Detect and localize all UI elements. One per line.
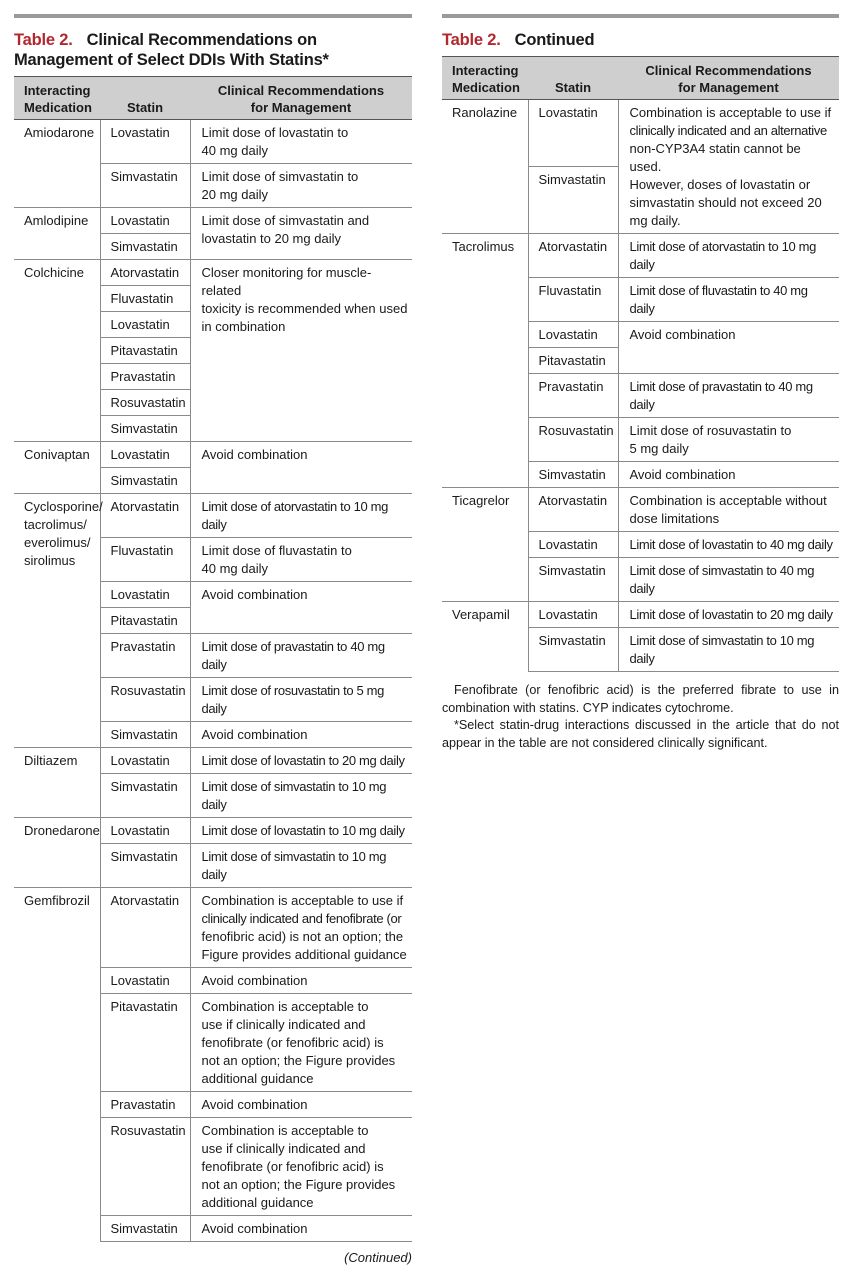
table-body: [442, 100, 839, 672]
statin-cell: Simvastatin: [100, 722, 190, 748]
recommendation-cell: Avoid combination: [190, 1092, 412, 1118]
statin-cell: Simvastatin: [528, 462, 618, 488]
statin-cell: Atorvastatin: [100, 888, 190, 968]
statin-cell: Atorvastatin: [528, 234, 618, 278]
statin-cell: Pitavastatin: [528, 348, 618, 374]
right-column: [442, 14, 839, 752]
statin-cell: Pitavastatin: [100, 608, 190, 634]
statin-cell: Atorvastatin: [100, 260, 190, 286]
medication-cell: Cyclosporine/ tacrolimus/ everolimus/ sirolimus: [14, 494, 100, 748]
table-number: Table 2.: [14, 31, 73, 49]
recommendation-cell: Avoid combination: [190, 968, 412, 994]
medication-cell: Amiodarone: [14, 120, 100, 208]
medication-cell: Ranolazine: [442, 100, 528, 234]
recommendation-cell: Avoid combination: [190, 442, 412, 494]
recommendation-cell: Limit dose of lovastatin to 10 mg daily: [190, 818, 412, 844]
statin-cell: Simvastatin: [528, 628, 618, 672]
medication-cell: Ticagrelor: [442, 488, 528, 602]
statin-cell: Simvastatin: [100, 468, 190, 494]
medication-cell: Conivaptan: [14, 442, 100, 494]
medication-cell: Tacrolimus: [442, 234, 528, 488]
table-body: [14, 120, 412, 1242]
recommendation-cell: Limit dose of atorvastatin to 10 mg daily: [190, 494, 412, 538]
medication-cell: Dronedarone: [14, 818, 100, 888]
statin-cell: Simvastatin: [100, 164, 190, 208]
statin-cell: Simvastatin: [100, 774, 190, 818]
header-statin: Statin: [100, 77, 190, 120]
medication-cell: Verapamil: [442, 602, 528, 672]
table-number: Table 2.: [442, 31, 501, 49]
top-rule: [442, 14, 839, 18]
recommendation-cell: Limit dose of lovastatin to 40 mg daily: [618, 532, 839, 558]
recommendation-cell: Limit dose of fluvastatin to 40 mg daily: [618, 278, 839, 322]
table-row: [14, 494, 412, 538]
recommendation-cell: Limit dose of rosuvastatin to 5 mg daily: [618, 418, 839, 462]
table-footnotes: [442, 682, 839, 752]
table-title: [14, 30, 412, 70]
table-row: [14, 208, 412, 234]
recommendation-cell: Limit dose of simvastatin to 20 mg daily: [190, 164, 412, 208]
table-row: [14, 888, 412, 968]
statin-cell: Simvastatin: [528, 558, 618, 602]
recommendation-cell: Avoid combination: [190, 722, 412, 748]
interactions-table: [14, 76, 412, 1242]
table-row: [14, 818, 412, 844]
statin-cell: Pitavastatin: [100, 994, 190, 1092]
medication-cell: Diltiazem: [14, 748, 100, 818]
footnote: *Select statin-drug interactions discussed in the article that do not appear in the table are not considered clinically significant.: [442, 718, 839, 750]
statin-cell: Pravastatin: [528, 374, 618, 418]
recommendation-cell: Combination is acceptable without dose limitations: [618, 488, 839, 532]
table-row: [442, 100, 839, 167]
statin-cell: Pravastatin: [100, 634, 190, 678]
table-row: [14, 442, 412, 468]
statin-cell: Lovastatin: [100, 748, 190, 774]
statin-cell: Fluvastatin: [100, 538, 190, 582]
statin-cell: Pravastatin: [100, 364, 190, 390]
statin-cell: Rosuvastatin: [100, 1118, 190, 1216]
statin-cell: Atorvastatin: [100, 494, 190, 538]
recommendation-cell: Limit dose of pravastatin to 40 mg daily: [190, 634, 412, 678]
medication-cell: Gemfibrozil: [14, 888, 100, 1242]
statin-cell: Simvastatin: [100, 234, 190, 260]
recommendation-cell: Limit dose of fluvastatin to 40 mg daily: [190, 538, 412, 582]
recommendation-cell: Limit dose of lovastatin to 40 mg daily: [190, 120, 412, 164]
recommendation-cell: Avoid combination: [190, 582, 412, 634]
recommendation-cell: Limit dose of simvastatin to 10 mg daily: [618, 628, 839, 672]
top-rule: [14, 14, 412, 18]
interactions-table-continued: [442, 56, 839, 672]
footnote: Fenofibrate (or fenofibric acid) is the preferred fibrate to use in combination with statins. CYP indicates cytochrome.: [442, 683, 839, 715]
table-row: [442, 488, 839, 532]
statin-cell: Simvastatin: [100, 416, 190, 442]
statin-cell: Rosuvastatin: [100, 678, 190, 722]
recommendation-cell: Limit dose of simvastatin and lovastatin to 20 mg daily: [190, 208, 412, 260]
recommendation-cell: Limit dose of pravastatin to 40 mg daily: [618, 374, 839, 418]
medication-cell: Amlodipine: [14, 208, 100, 260]
table-row: [442, 602, 839, 628]
recommendation-cell: Limit dose of atorvastatin to 10 mg daily: [618, 234, 839, 278]
statin-cell: Simvastatin: [528, 167, 618, 234]
table-header-row: [442, 57, 839, 100]
header-recommendation: Clinical Recommendations for Management: [190, 77, 412, 120]
table-title-text: Continued: [514, 31, 595, 49]
statin-cell: Lovastatin: [528, 602, 618, 628]
recommendation-cell: Combination is acceptable to use if clinically indicated and fenofibrate (or fenofibric acid) is not an option; the Figure provides additional guidance: [190, 1118, 412, 1216]
statin-cell: Lovastatin: [100, 968, 190, 994]
statin-cell: Lovastatin: [528, 322, 618, 348]
statin-cell: Lovastatin: [528, 100, 618, 167]
table-row: [14, 748, 412, 774]
recommendation-cell: Closer monitoring for muscle-related toxicity is recommended when used in combination: [190, 260, 412, 442]
recommendation-cell: Combination is acceptable to use if clinically indicated and fenofibrate (or fenofibric acid) is not an option; the Figure provides additional guidance: [190, 888, 412, 968]
table-row: [14, 120, 412, 164]
statin-cell: Pravastatin: [100, 1092, 190, 1118]
recommendation-cell: Avoid combination: [190, 1216, 412, 1242]
recommendation-cell: Avoid combination: [618, 462, 839, 488]
recommendation-cell: Limit dose of simvastatin to 10 mg daily: [190, 844, 412, 888]
recommendation-cell: Limit dose of rosuvastatin to 5 mg daily: [190, 678, 412, 722]
statin-cell: Lovastatin: [100, 442, 190, 468]
recommendation-cell: Limit dose of simvastatin to 10 mg daily: [190, 774, 412, 818]
header-statin: Statin: [528, 57, 618, 100]
statin-cell: Fluvastatin: [528, 278, 618, 322]
table-row: [442, 234, 839, 278]
header-medication: Interacting Medication: [442, 57, 528, 100]
statin-cell: Simvastatin: [100, 1216, 190, 1242]
left-column: [14, 14, 412, 1265]
table-header-row: [14, 77, 412, 120]
statin-cell: Lovastatin: [100, 312, 190, 338]
statin-cell: Simvastatin: [100, 844, 190, 888]
recommendation-cell: Limit dose of simvastatin to 40 mg daily: [618, 558, 839, 602]
statin-cell: Lovastatin: [100, 818, 190, 844]
recommendation-cell: Avoid combination: [618, 322, 839, 374]
recommendation-cell: Limit dose of lovastatin to 20 mg daily: [618, 602, 839, 628]
statin-cell: Fluvastatin: [100, 286, 190, 312]
statin-cell: Lovastatin: [100, 582, 190, 608]
statin-cell: Rosuvastatin: [528, 418, 618, 462]
header-medication: Interacting Medication: [14, 77, 100, 120]
recommendation-cell: Combination is acceptable to use if clinically indicated and fenofibrate (or fenofibric acid) is not an option; the Figure provides additional guidance: [190, 994, 412, 1092]
statin-cell: Lovastatin: [100, 120, 190, 164]
table-title: [442, 30, 839, 50]
continued-note: (Continued): [344, 1250, 412, 1265]
statin-cell: Pitavastatin: [100, 338, 190, 364]
medication-cell: Colchicine: [14, 260, 100, 442]
recommendation-cell: Combination is acceptable to use if clinically indicated and an alternative non-CYP3A4 statin cannot be used. However, doses of lovastatin or simvastatin should not exceed 20 mg daily.: [618, 100, 839, 234]
statin-cell: Atorvastatin: [528, 488, 618, 532]
statin-cell: Lovastatin: [100, 208, 190, 234]
statin-cell: Lovastatin: [528, 532, 618, 558]
header-recommendation: Clinical Recommendations for Management: [618, 57, 839, 100]
table-row: [14, 260, 412, 286]
recommendation-cell: Limit dose of lovastatin to 20 mg daily: [190, 748, 412, 774]
table-title-text: Clinical Recommendations on Management of Select DDIs With Statins*: [14, 31, 329, 69]
statin-cell: Rosuvastatin: [100, 390, 190, 416]
